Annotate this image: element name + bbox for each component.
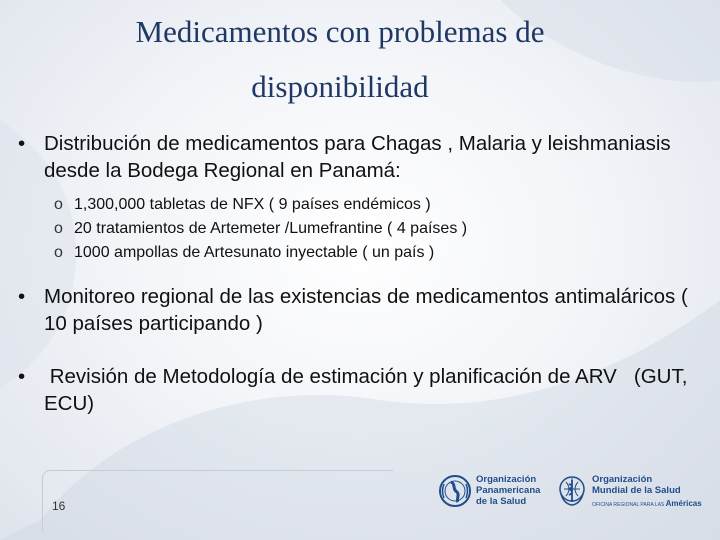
title-line-2: disponibilidad: [251, 69, 429, 104]
sub-text: 20 tratamientos de Artemeter /Lumefrantine ( 4 países ): [74, 220, 468, 237]
paho-name-line-2: Panamericana: [476, 485, 541, 496]
paho-emblem-icon: [438, 474, 472, 508]
footer-frame-line: [42, 470, 393, 531]
paho-name-line-1: Organización: [476, 474, 537, 485]
sub-item-nfx: [54, 193, 698, 217]
who-tagline: OFICINA REGIONAL PARA LAS: [592, 502, 665, 508]
sub-marker: o: [54, 244, 63, 261]
who-name-line-1: Organización: [592, 474, 653, 485]
page-number: 16: [52, 499, 66, 513]
sub-marker: o: [54, 220, 63, 237]
sub-text: 1,300,000 tabletas de NFX ( 9 países endémicos ): [74, 196, 431, 213]
who-name-line-2: Mundial de la Salud: [592, 485, 681, 496]
bullet-monitoring: [18, 283, 698, 337]
footer-logos: [438, 474, 710, 522]
who-region: Américas: [665, 499, 702, 508]
sub-marker: o: [54, 196, 63, 213]
sub-list: [18, 193, 698, 265]
bullet-marker: •: [18, 285, 26, 308]
sub-text: 1000 ampollas de Artesunato inyectable ( un país ): [74, 244, 435, 261]
who-emblem-icon: [556, 474, 588, 508]
bullet-distribution: [18, 130, 698, 184]
bullet-text: Revisión de Metodología de estimación y planificación de ARV (GUT, ECU): [44, 365, 694, 415]
title-line-1: Medicamentos con problemas de: [135, 14, 545, 49]
slide-body: [18, 130, 698, 417]
bullet-arv-review: [18, 363, 698, 417]
paho-name-line-3: de la Salud: [476, 496, 527, 507]
bullet-marker: •: [18, 132, 26, 155]
bullet-text: Monitoreo regional de las existencias de medicamentos antimaláricos ( 10 países participando ): [44, 285, 688, 335]
sub-item-artemeter: [54, 217, 698, 241]
slide-title: [40, 4, 640, 114]
bullet-marker: •: [18, 365, 26, 388]
paho-logo: [438, 474, 540, 508]
who-logo: [556, 474, 702, 511]
sub-item-artesunato: [54, 241, 698, 265]
bullet-text: Distribución de medicamentos para Chagas , Malaria y leishmaniasis desde la Bodega Regional en Panamá:: [44, 132, 671, 182]
